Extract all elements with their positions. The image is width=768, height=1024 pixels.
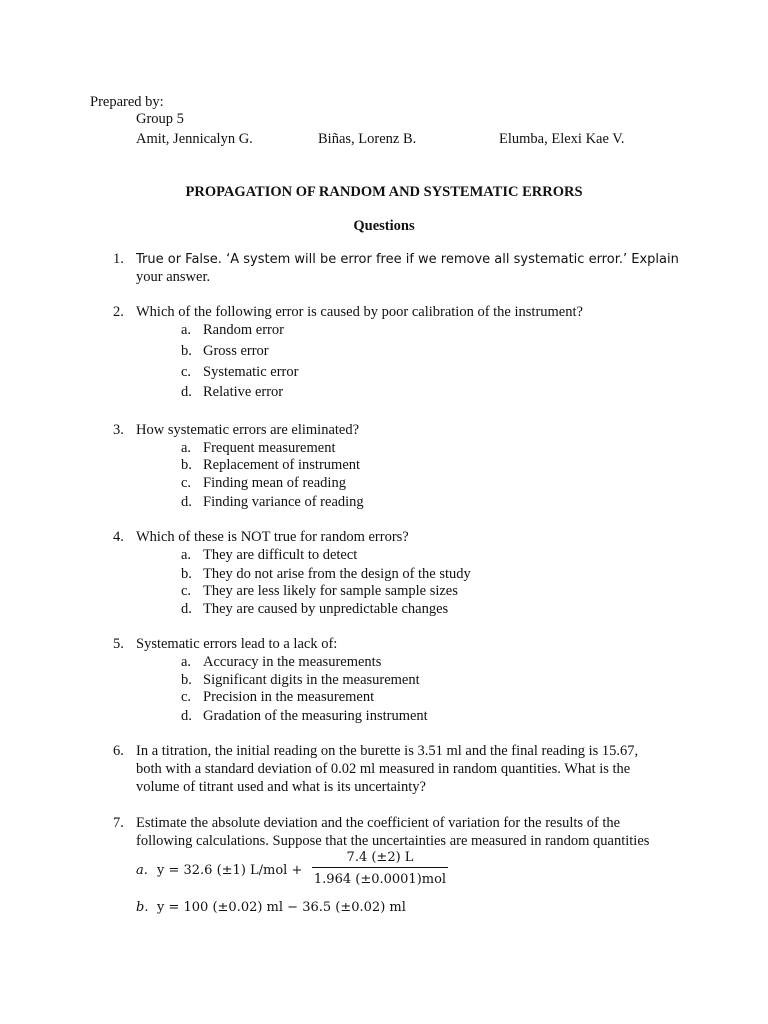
option-letter: a. (181, 440, 192, 456)
option-text: Finding mean of reading (203, 475, 346, 491)
option-letter: b. (181, 457, 192, 473)
question-text: Estimate the absolute deviation and the coefficient of variation for the results of the (136, 815, 621, 831)
option-letter: d. (181, 384, 192, 400)
question-text: volume of titrant used and what is its uncertainty? (136, 779, 426, 795)
question-text: In a titration, the initial reading on the burette is 3.51 ml and the final reading is 15.67, (136, 743, 639, 759)
question-text: your answer. (136, 269, 211, 285)
question-text: Which of the following error is caused by poor calibration of the instrument? (136, 304, 583, 320)
option-text: Systematic error (203, 364, 299, 380)
group-name: Group 5 (136, 111, 184, 127)
fraction-bar (312, 867, 448, 868)
equation-expression: y = 100 (±0.02) ml − 36.5 (±0.02) ml (157, 900, 406, 915)
question-text: How systematic errors are eliminated? (136, 422, 360, 438)
equation-label: b. (136, 900, 149, 915)
fraction-numerator: 7.4 (±2) L (346, 850, 414, 865)
option-letter: c. (181, 689, 192, 705)
equation-lhs: y = 32.6 (±1) L/mol + (157, 863, 303, 878)
question-text: both with a standard deviation of 0.02 ml measured in random quantities. What is the (136, 761, 631, 777)
question-number: 4. (113, 529, 124, 545)
option-letter: b. (181, 343, 192, 359)
option-letter: d. (181, 708, 192, 724)
question-text: Which of these is NOT true for random errors? (136, 529, 409, 545)
prepared-by-label: Prepared by: (90, 94, 164, 110)
member-1: Amit, Jennicalyn G. (136, 131, 253, 147)
fraction-denominator: 1.964 (±0.0001)mol (313, 872, 447, 887)
option-text: Precision in the measurement (203, 689, 375, 705)
question-text: following calculations. Suppose that the uncertainties are measured in random quantities (136, 833, 650, 849)
question-number: 7. (113, 815, 124, 831)
document-title: PROPAGATION OF RANDOM AND SYSTEMATIC ERRORS (185, 184, 583, 200)
option-text: They are difficult to detect (203, 547, 358, 563)
question-number: 2. (113, 304, 124, 320)
option-letter: d. (181, 494, 192, 510)
option-text: Significant digits in the measurement (203, 672, 420, 688)
option-letter: a. (181, 322, 192, 338)
question-text: Systematic errors lead to a lack of: (136, 636, 338, 652)
option-text: They are less likely for sample sample sizes (203, 583, 458, 599)
option-letter: d. (181, 601, 192, 617)
option-text: Finding variance of reading (203, 494, 364, 510)
option-text: They are caused by unpredictable changes (203, 601, 449, 617)
option-letter: c. (181, 583, 192, 599)
option-letter: c. (181, 364, 192, 380)
equation-label: a. (136, 863, 148, 878)
option-letter: a. (181, 654, 192, 670)
question-number: 6. (113, 743, 124, 759)
option-text: Replacement of instrument (203, 457, 361, 473)
question-number: 5. (113, 636, 124, 652)
option-letter: b. (181, 672, 192, 688)
option-text: Frequent measurement (203, 440, 336, 456)
question-number: 3. (113, 422, 124, 438)
option-text: Gradation of the measuring instrument (203, 708, 428, 724)
option-text: Accuracy in the measurements (203, 654, 382, 670)
option-text: Relative error (203, 384, 284, 400)
option-text: Random error (203, 322, 284, 338)
question-text: True or False. ‘A system will be error free if we remove all systematic error.’ Explain (136, 252, 679, 267)
option-text: They do not arise from the design of the study (203, 566, 471, 582)
member-3: Elumba, Elexi Kae V. (499, 131, 625, 147)
member-2: Biñas, Lorenz B. (318, 131, 417, 147)
option-letter: a. (181, 547, 192, 563)
section-heading: Questions (353, 218, 415, 234)
option-letter: c. (181, 475, 192, 491)
option-text: Gross error (203, 343, 269, 359)
question-number: 1. (113, 251, 124, 267)
option-letter: b. (181, 566, 192, 582)
